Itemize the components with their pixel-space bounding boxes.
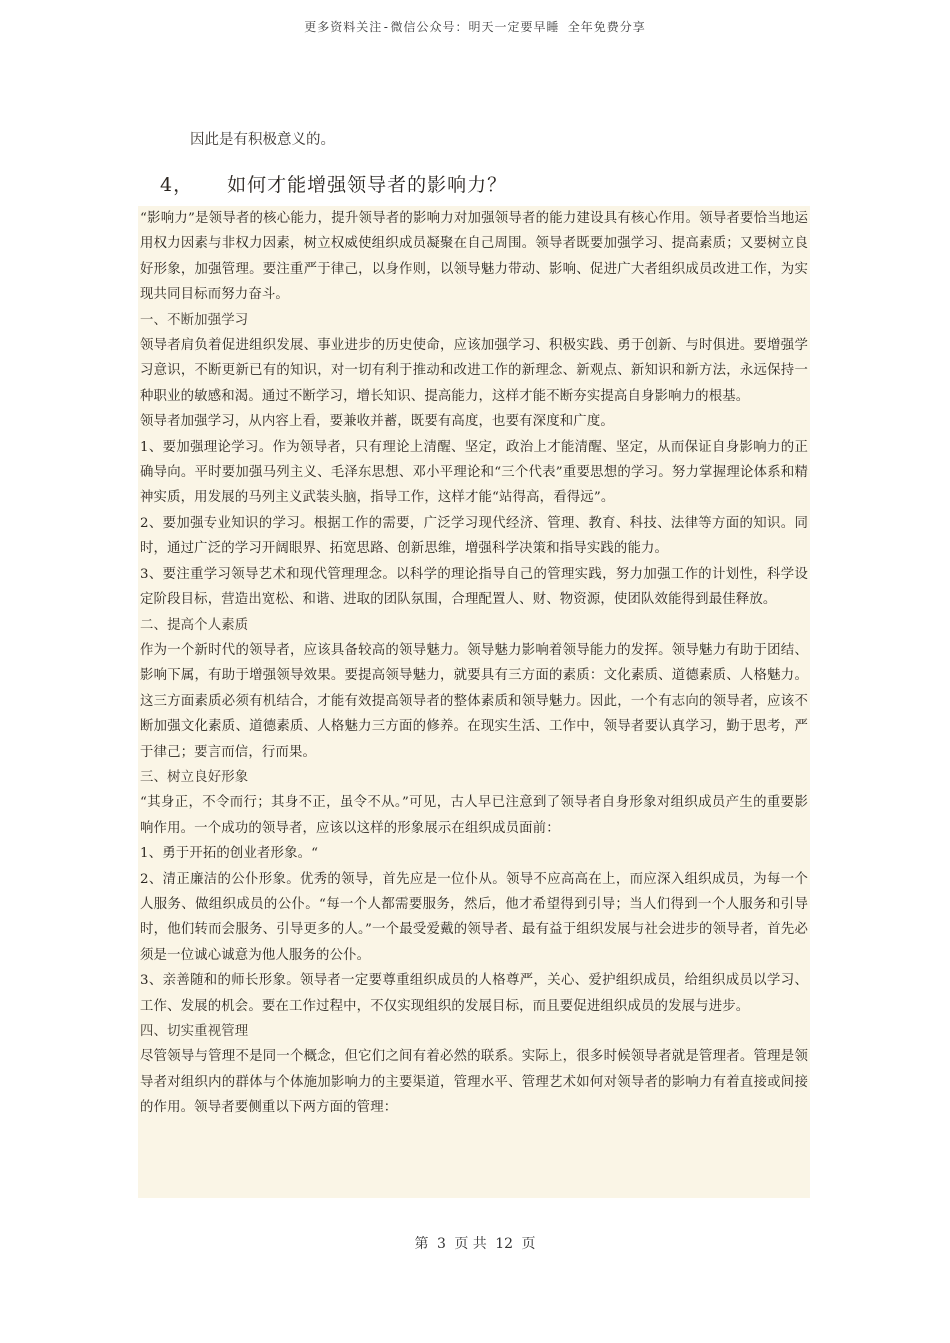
- intro-paragraph: “影响力”是领导者的核心能力，提升领导者的影响力对加强领导者的能力建设具有核心作用。领导者要恰当地运用权力因素与非权力因素，树立权威使组织成员凝聚在自己周围。领导者既要加强学习、提高素质；又要树立良好形象，加强管理。要注重严于律己，以身作则，以领导魅力带动、影响、促进广大者组织成员改进工作，为实现共同目标而努力奋斗。: [140, 211, 808, 303]
- paragraph: “其身正，不令而行；其身不正，虽令不从。”可见，古人早已注意到了领导者自身形象对组织成员产生的重要影响作用。一个成功的领导者，应该以这样的形象展示在组织成员面前：: [140, 795, 808, 836]
- list-item: 3、要注重学习领导艺术和现代管理理念。以科学的理论指导自己的管理实践，努力加强工作的计划性，科学设定阶段目标，营造出宽松、和谐、进取的团队氛围，合理配置人、财、物资源，使团队效能得到最佳释放。: [140, 566, 808, 608]
- section-title-1: 一、不断加强学习: [140, 312, 249, 328]
- heading-title: 如何才能增强领导者的影响力？: [227, 174, 508, 196]
- section-title-2: 二、提高个人素质: [140, 617, 249, 633]
- page-footer: [0, 1233, 950, 1253]
- paragraph: 领导者肩负着促进组织发展、事业进步的历史使命，应该加强学习、积极实践、勇于创新、与时俱进。要增强学习意识，不断更新已有的知识，对一切有利于推动和改进工作的新理念、新观点、新知识和新方法，永远保持一种职业的敏感和渴。通过不断学习，增长知识、提高能力，这样才能不断夯实提高自身影响力的根基。: [140, 338, 808, 404]
- paragraph: 尽管领导与管理不是同一个概念，但它们之间有着必然的联系。实际上，很多时候领导者就是管理者。管理是领导者对组织内的群体与个体施加影响力的主要渠道，管理水平、管理艺术如何对领导者的影响力有着直接或间接的作用。领导者要侧重以下两方面的管理：: [140, 1049, 808, 1116]
- list-item: 2、清正廉洁的公仆形象。优秀的领导，首先应是一位仆从。领导不应高高在上，而应深入组织成员，为每一个人服务、做组织成员的公仆。“每一个人都需要服务，然后，他才希望得到引导；当人们得到一个人服务和引导时，他们转而会服务、引导更多的人。”一个最受爱戴的领导者、最有益于组织发展与社会进步的领导者，首先必须是一位诚心诚意为他人服务的公仆。: [140, 871, 808, 963]
- list-item: 1、勇于开拓的创业者形象。“: [140, 846, 319, 862]
- lead-line: 因此是有积极意义的。: [190, 132, 335, 148]
- footer-mid: 页 共: [454, 1236, 487, 1252]
- list-item: 3、亲善随和的师长形象。领导者一定要尊重组织成员的人格尊严，关心、爱护组织成员，给组织成员以学习、工作、发展的机会。要在工作过程中，不仅实现组织的发展目标，而且要促进组织成员的发展与进步。: [140, 973, 808, 1014]
- footer-total-pages: 12: [495, 1236, 514, 1252]
- page-header: 更多资料关注-微信公众号：明天一定要早睡 全年免费分享: [304, 20, 646, 34]
- paragraph: 作为一个新时代的领导者，应该具备较高的领导魅力。领导魅力影响着领导能力的发挥。领导魅力有助于团结、影响下属，有助于增强领导效果。要提高领导魅力，就要具有三方面的素质：文化素质、道德素质、人格魅力。这三方面素质必须有机结合，才能有效提高领导者的整体素质和领导魅力。因此，一个有志向的领导者，应该不断加强文化素质、道德素质、人格魅力三方面的修养。在现实生活、工作中，领导者要认真学习，勤于思考，严于律己；要言而信，行而果。: [140, 642, 808, 760]
- section-title-3: 三、树立良好形象: [140, 769, 249, 785]
- section-title-4: 四、切实重视管理: [140, 1024, 249, 1039]
- footer-page-number: 3: [436, 1236, 446, 1252]
- body-text: [138, 206, 810, 1198]
- list-item: 2、要加强专业知识的学习。根据工作的需要，广泛学习现代经济、管理、教育、科技、法律等方面的知识。同时，通过广泛的学习开阔眼界、拓宽思路、创新思维，增强科学决策和指导实践的能力。: [140, 515, 808, 557]
- footer-prefix: 第: [414, 1236, 429, 1252]
- footer-suffix: 页: [521, 1236, 536, 1252]
- list-item: 1、要加强理论学习。作为领导者，只有理论上清醒、坚定，政治上才能清醒、坚定，从而保证自身影响力的正确导向。平时要加强马列主义、毛泽东思想、邓小平理论和“三个代表”重要思想的学习。努力掌握理论体系和精神实质，用发展的马列主义武装头脑，指导工作，这样才能“站得高，看得远”。: [140, 439, 808, 506]
- heading-number: 4，: [160, 174, 194, 196]
- paragraph: 领导者加强学习，从内容上看，要兼收并蓄，既要有高度，也要有深度和广度。: [140, 414, 614, 430]
- section-heading: [160, 170, 507, 197]
